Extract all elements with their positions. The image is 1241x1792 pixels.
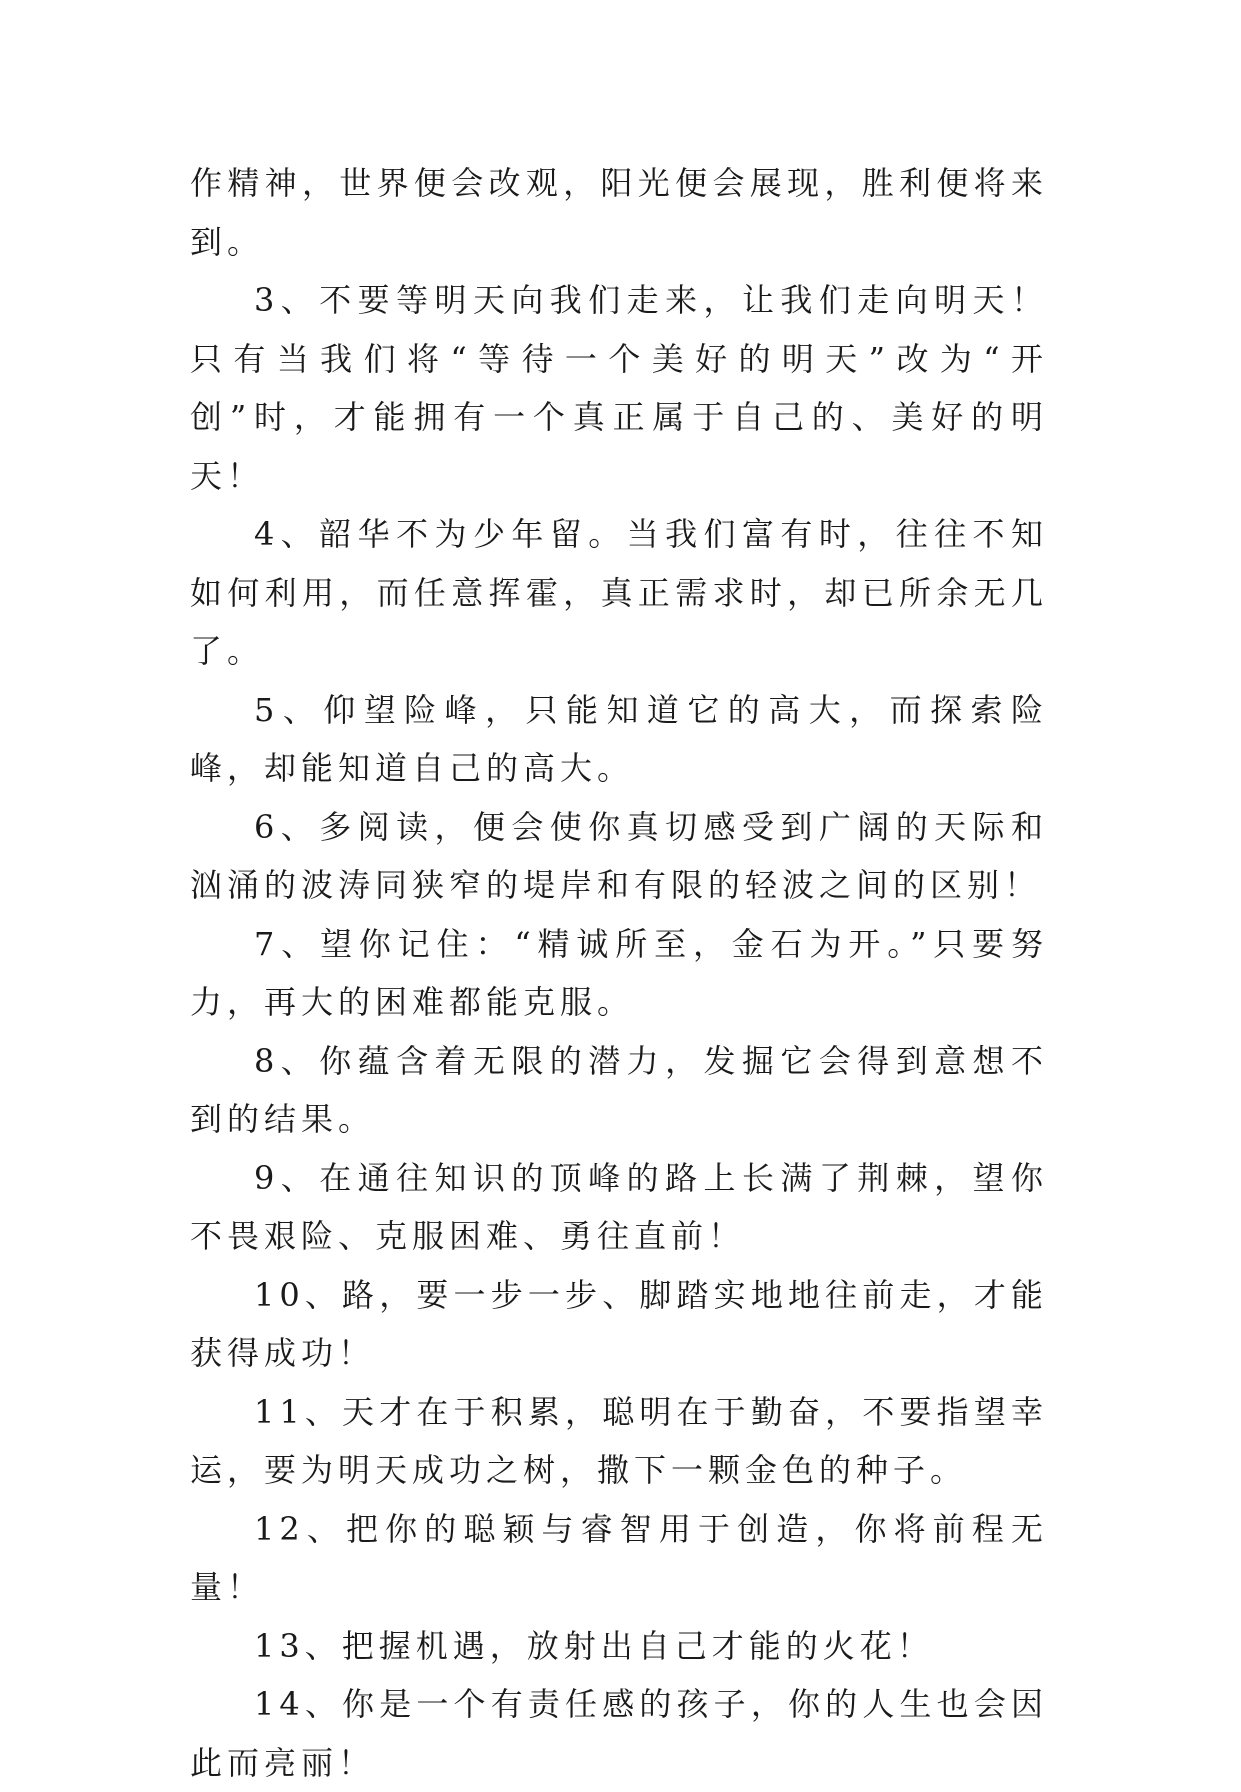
paragraph-item-9: 9、在通往知识的顶峰的路上长满了荆棘，望你不畏艰险、克服困难、勇往直前！ xyxy=(190,1158,1048,1255)
paragraph-item-12: 12、把你的聪颖与睿智用于创造，你将前程无量！ xyxy=(190,1509,1048,1606)
paragraph-item-3: 3、不要等明天向我们走来，让我们走向明天！只有当我们将“等待一个美好的明天”改为“开创”时，才能拥有一个真正属于自己的、美好的明天！ xyxy=(190,281,1048,495)
paragraph-item-4: 4、韶华不为少年留。当我们富有时，往往不知如何利用，而任意挥霍，真正需求时，却已所余无几了。 xyxy=(190,515,1048,670)
paragraph-item-14: 14、你是一个有责任感的孩子，你的人生也会因此而亮丽！ xyxy=(190,1685,1048,1782)
paragraph-item-7: 7、望你记住：“精诚所至，金石为开。”只要努力，再大的困难都能克服。 xyxy=(190,924,1048,1021)
document-body xyxy=(190,154,1048,1792)
paragraph-item-10: 10、路，要一步一步、脚踏实地地往前走，才能获得成功！ xyxy=(190,1275,1048,1372)
paragraph-item-11: 11、天才在于积累，聪明在于勤奋，不要指望幸运，要为明天成功之树，撒下一颗金色的种子。 xyxy=(190,1392,1048,1489)
paragraph-item-13: 13、把握机遇，放射出自己才能的火花！ xyxy=(254,1626,934,1665)
paragraph-item-6: 6、多阅读，便会使你真切感受到广阔的天际和汹涌的波涛同狭窄的堤岸和有限的轻波之间的区别！ xyxy=(190,807,1048,904)
paragraph-item-8: 8、你蕴含着无限的潜力，发掘它会得到意想不到的结果。 xyxy=(190,1041,1048,1138)
paragraph-item-5: 5、仰望险峰，只能知道它的高大，而探索险峰，却能知道自己的高大。 xyxy=(190,690,1048,787)
paragraph-continuation: 作精神，世界便会改观，阳光便会展现，胜利便将来到。 xyxy=(190,164,1048,261)
